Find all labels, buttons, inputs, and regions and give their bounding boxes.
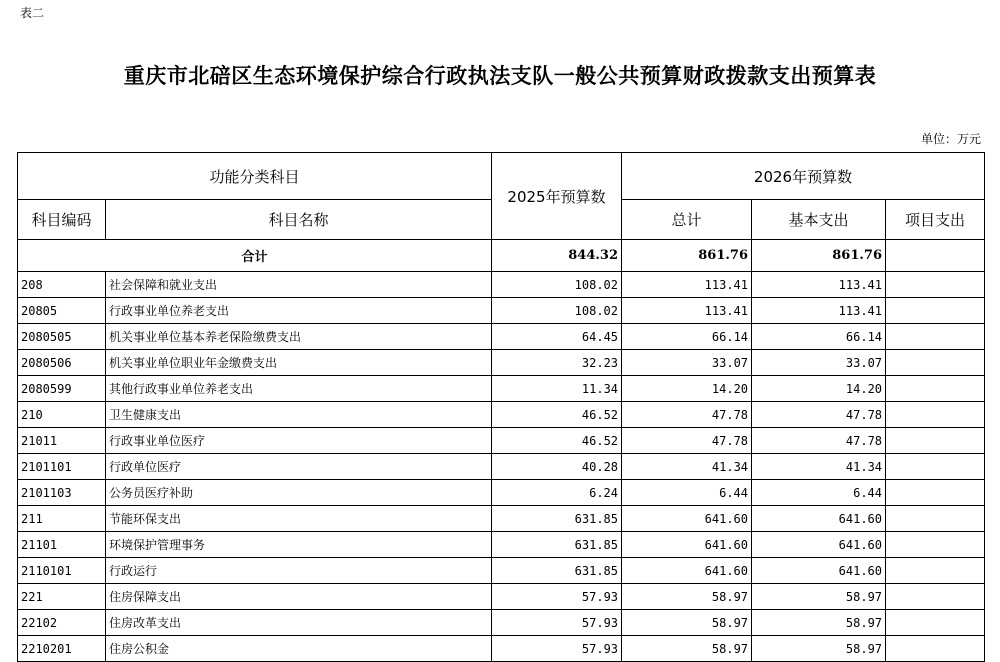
subject-name-cell: 公务员医疗补助 xyxy=(106,480,492,506)
budget-2025-cell: 11.34 xyxy=(492,376,622,402)
basic-expenditure-cell: 113.41 xyxy=(752,272,886,298)
project-expenditure-cell xyxy=(886,350,985,376)
total-2026-cell: 41.34 xyxy=(622,454,752,480)
budget-2025-cell: 57.93 xyxy=(492,610,622,636)
project-expenditure-cell xyxy=(886,558,985,584)
subject-name-cell: 住房改革支出 xyxy=(106,610,492,636)
header-basic-expenditure: 基本支出 xyxy=(752,200,886,240)
project-expenditure-cell xyxy=(886,584,985,610)
subject-name-cell: 住房保障支出 xyxy=(106,584,492,610)
project-expenditure-cell xyxy=(886,298,985,324)
basic-expenditure-cell: 641.60 xyxy=(752,532,886,558)
basic-expenditure-cell: 641.60 xyxy=(752,558,886,584)
budget-2025-cell: 40.28 xyxy=(492,454,622,480)
project-expenditure-cell xyxy=(886,480,985,506)
table-row xyxy=(18,298,985,324)
header-budget-2026: 2026年预算数 xyxy=(622,153,985,200)
header-budget-2025: 2025年预算数 xyxy=(492,153,622,240)
project-expenditure-cell xyxy=(886,532,985,558)
subject-name-cell: 其他行政事业单位养老支出 xyxy=(106,376,492,402)
subject-name-cell: 卫生健康支出 xyxy=(106,402,492,428)
budget-2025-cell: 631.85 xyxy=(492,532,622,558)
table-row xyxy=(18,610,985,636)
budget-2025-cell: 108.02 xyxy=(492,272,622,298)
project-expenditure-cell xyxy=(886,402,985,428)
basic-expenditure-cell: 58.97 xyxy=(752,636,886,662)
budget-2025-cell: 57.93 xyxy=(492,636,622,662)
total-budget-2025: 844.32 xyxy=(492,240,622,272)
total-2026-cell: 6.44 xyxy=(622,480,752,506)
table-row xyxy=(18,454,985,480)
total-basic-2026: 861.76 xyxy=(752,240,886,272)
subject-name-cell: 机关事业单位基本养老保险缴费支出 xyxy=(106,324,492,350)
project-expenditure-cell xyxy=(886,636,985,662)
header-subject-code: 科目编码 xyxy=(18,200,106,240)
table-row xyxy=(18,324,985,350)
table-row xyxy=(18,376,985,402)
total-2026-cell: 47.78 xyxy=(622,402,752,428)
subject-code-cell: 2101101 xyxy=(18,454,106,480)
table-row xyxy=(18,350,985,376)
budget-2025-cell: 46.52 xyxy=(492,402,622,428)
subject-code-cell: 210 xyxy=(18,402,106,428)
basic-expenditure-cell: 113.41 xyxy=(752,298,886,324)
subject-code-cell: 2101103 xyxy=(18,480,106,506)
total-project-2026 xyxy=(886,240,985,272)
subject-code-cell: 2110101 xyxy=(18,558,106,584)
table-row xyxy=(18,506,985,532)
total-2026-cell: 66.14 xyxy=(622,324,752,350)
project-expenditure-cell xyxy=(886,272,985,298)
basic-expenditure-cell: 58.97 xyxy=(752,584,886,610)
basic-expenditure-cell: 66.14 xyxy=(752,324,886,350)
subject-name-cell: 环境保护管理事务 xyxy=(106,532,492,558)
project-expenditure-cell xyxy=(886,454,985,480)
header-subject-name: 科目名称 xyxy=(106,200,492,240)
header-functional-classification: 功能分类科目 xyxy=(18,153,492,200)
basic-expenditure-cell: 41.34 xyxy=(752,454,886,480)
subject-code-cell: 20805 xyxy=(18,298,106,324)
header-total-2026: 总计 xyxy=(622,200,752,240)
budget-2025-cell: 6.24 xyxy=(492,480,622,506)
subject-name-cell: 行政事业单位医疗 xyxy=(106,428,492,454)
unit-label: 单位：万元 xyxy=(920,132,981,146)
total-2026-cell: 641.60 xyxy=(622,506,752,532)
header-project-expenditure: 项目支出 xyxy=(886,200,985,240)
basic-expenditure-cell: 47.78 xyxy=(752,402,886,428)
project-expenditure-cell xyxy=(886,506,985,532)
budget-table xyxy=(17,152,985,662)
total-2026-cell: 113.41 xyxy=(622,272,752,298)
total-label: 合计 xyxy=(18,240,492,272)
subject-name-cell: 节能环保支出 xyxy=(106,506,492,532)
table-row xyxy=(18,532,985,558)
header-row-1 xyxy=(18,153,985,200)
subject-code-cell: 2080505 xyxy=(18,324,106,350)
total-2026: 861.76 xyxy=(622,240,752,272)
total-row xyxy=(18,240,985,272)
subject-name-cell: 行政单位医疗 xyxy=(106,454,492,480)
subject-name-cell: 行政事业单位养老支出 xyxy=(106,298,492,324)
subject-code-cell: 22102 xyxy=(18,610,106,636)
project-expenditure-cell xyxy=(886,324,985,350)
project-expenditure-cell xyxy=(886,428,985,454)
total-2026-cell: 14.20 xyxy=(622,376,752,402)
subject-code-cell: 208 xyxy=(18,272,106,298)
subject-code-cell: 2080506 xyxy=(18,350,106,376)
budget-2025-cell: 108.02 xyxy=(492,298,622,324)
project-expenditure-cell xyxy=(886,610,985,636)
basic-expenditure-cell: 33.07 xyxy=(752,350,886,376)
budget-2025-cell: 631.85 xyxy=(492,558,622,584)
project-expenditure-cell xyxy=(886,376,985,402)
document-title: 重庆市北碚区生态环境保护综合行政执法支队一般公共预算财政拨款支出预算表 xyxy=(123,63,877,88)
subject-name-cell: 社会保障和就业支出 xyxy=(106,272,492,298)
basic-expenditure-cell: 47.78 xyxy=(752,428,886,454)
budget-2025-cell: 631.85 xyxy=(492,506,622,532)
table-row xyxy=(18,428,985,454)
subject-code-cell: 211 xyxy=(18,506,106,532)
total-2026-cell: 33.07 xyxy=(622,350,752,376)
table-row xyxy=(18,402,985,428)
basic-expenditure-cell: 58.97 xyxy=(752,610,886,636)
table-row xyxy=(18,480,985,506)
budget-2025-cell: 57.93 xyxy=(492,584,622,610)
total-2026-cell: 58.97 xyxy=(622,636,752,662)
table-row xyxy=(18,636,985,662)
total-2026-cell: 641.60 xyxy=(622,532,752,558)
budget-2025-cell: 46.52 xyxy=(492,428,622,454)
table-number-label: 表二 xyxy=(20,6,45,20)
total-2026-cell: 641.60 xyxy=(622,558,752,584)
subject-code-cell: 21011 xyxy=(18,428,106,454)
total-2026-cell: 58.97 xyxy=(622,610,752,636)
basic-expenditure-cell: 641.60 xyxy=(752,506,886,532)
budget-2025-cell: 64.45 xyxy=(492,324,622,350)
basic-expenditure-cell: 6.44 xyxy=(752,480,886,506)
total-2026-cell: 113.41 xyxy=(622,298,752,324)
subject-code-cell: 2210201 xyxy=(18,636,106,662)
subject-name-cell: 机关事业单位职业年金缴费支出 xyxy=(106,350,492,376)
total-2026-cell: 47.78 xyxy=(622,428,752,454)
basic-expenditure-cell: 14.20 xyxy=(752,376,886,402)
table-row xyxy=(18,272,985,298)
subject-name-cell: 行政运行 xyxy=(106,558,492,584)
table-row xyxy=(18,558,985,584)
table-row xyxy=(18,584,985,610)
subject-name-cell: 住房公积金 xyxy=(106,636,492,662)
subject-code-cell: 221 xyxy=(18,584,106,610)
budget-2025-cell: 32.23 xyxy=(492,350,622,376)
subject-code-cell: 2080599 xyxy=(18,376,106,402)
total-2026-cell: 58.97 xyxy=(622,584,752,610)
subject-code-cell: 21101 xyxy=(18,532,106,558)
